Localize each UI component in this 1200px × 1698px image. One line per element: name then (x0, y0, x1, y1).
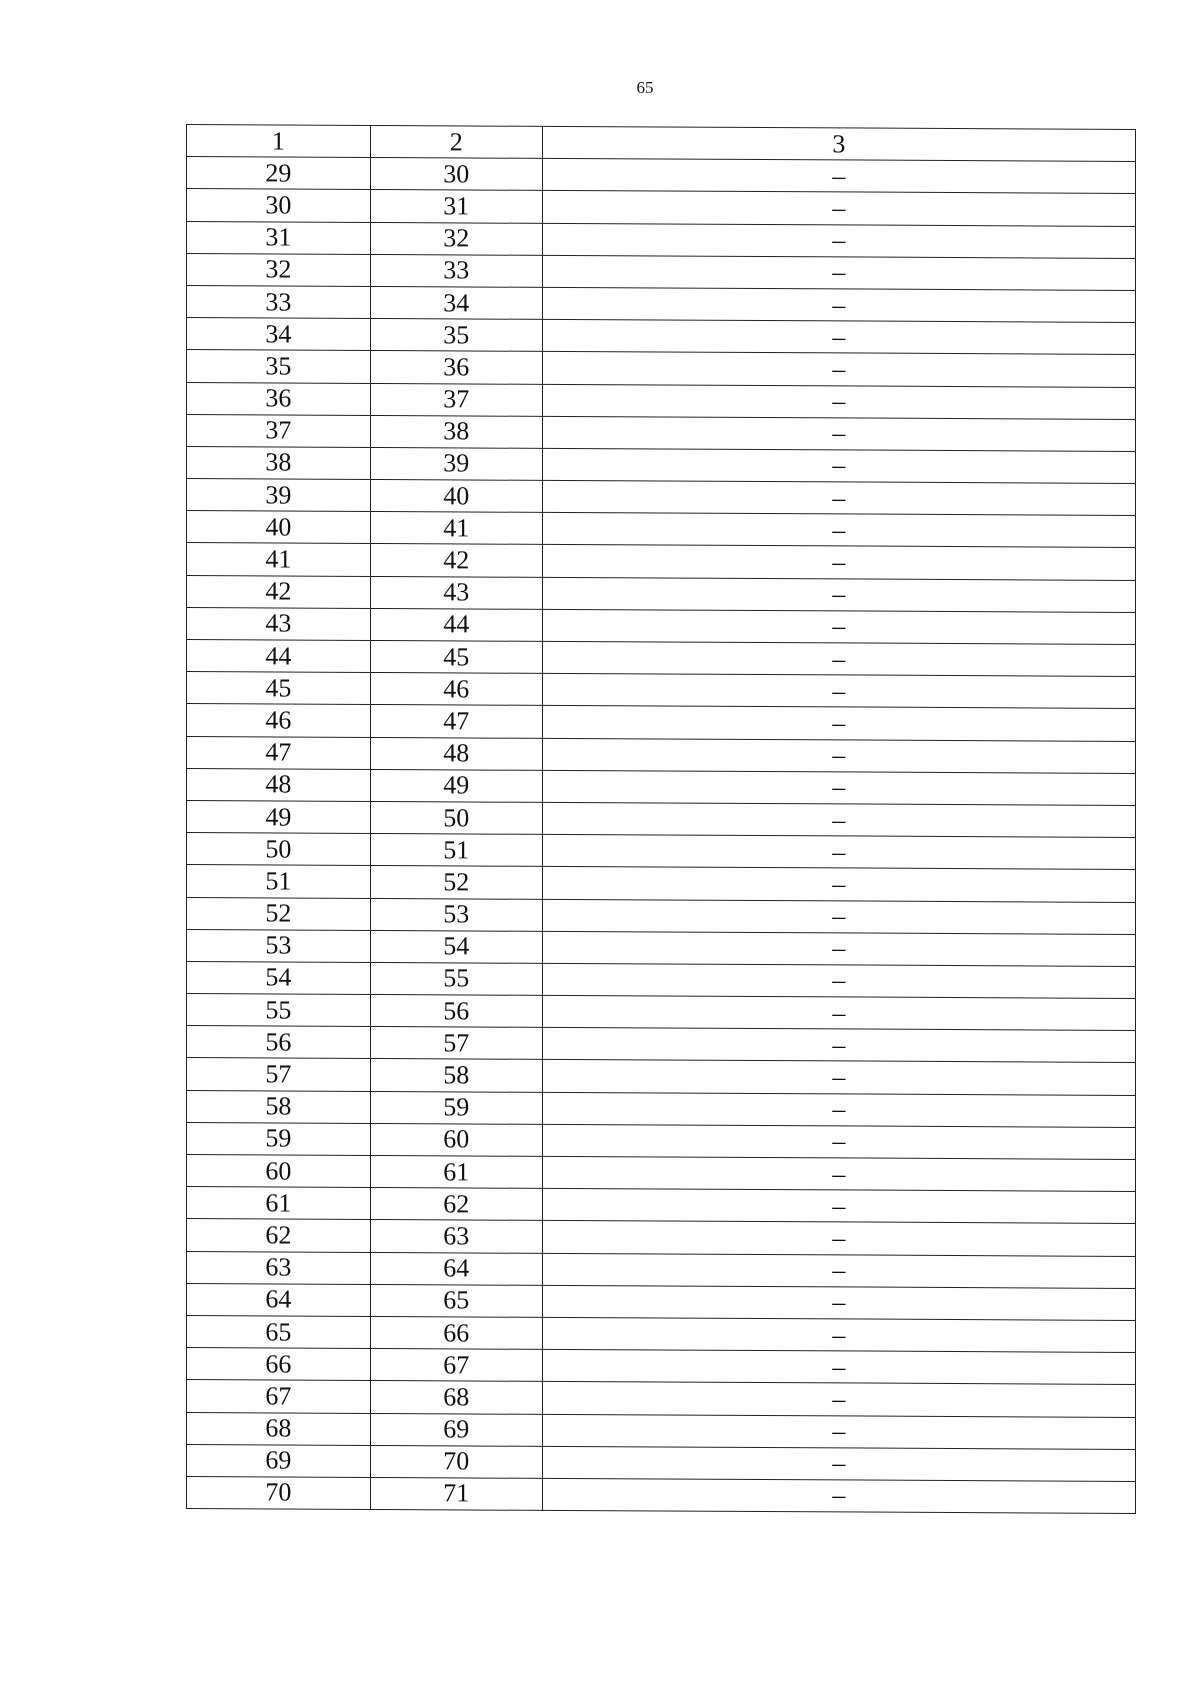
table-cell: 64 (370, 1252, 542, 1285)
table-row (187, 157, 1136, 194)
table-cell: – (542, 609, 1135, 644)
table-row (187, 285, 1136, 322)
table-cell: – (542, 674, 1135, 709)
table-cell: – (542, 1124, 1135, 1159)
table-cell: 45 (370, 640, 542, 673)
table-row (187, 768, 1136, 805)
table-row (187, 607, 1136, 644)
table-cell: – (542, 191, 1135, 226)
table-cell: 34 (187, 318, 371, 351)
table-cell: – (542, 1446, 1135, 1481)
table-row (187, 1476, 1136, 1513)
table-row (187, 575, 1136, 612)
table-cell: 70 (370, 1445, 542, 1478)
table-row (187, 1026, 1136, 1063)
table-cell: – (542, 1156, 1135, 1191)
table-cell: 43 (370, 576, 542, 609)
table-cell: 69 (370, 1413, 542, 1446)
table-cell: 46 (370, 673, 542, 706)
table-cell: 63 (187, 1251, 371, 1284)
table-cell: 38 (187, 446, 371, 479)
table-cell: – (542, 1060, 1135, 1095)
table-row (187, 318, 1136, 355)
table-row (187, 1058, 1136, 1095)
table-row (187, 1090, 1136, 1127)
table-cell: 34 (370, 286, 542, 319)
table-cell: 33 (187, 285, 371, 318)
table-row (187, 253, 1136, 290)
table-cell: 48 (187, 768, 371, 801)
table-cell: 42 (187, 575, 371, 608)
table-cell: 71 (370, 1477, 542, 1510)
table-cell: – (542, 1189, 1135, 1224)
table-cell: 35 (370, 319, 542, 352)
table-cell: – (542, 352, 1135, 387)
table-row (187, 1412, 1136, 1449)
table-cell: 38 (370, 415, 542, 448)
table-cell: – (542, 1349, 1135, 1384)
table-cell: – (542, 931, 1135, 966)
table-cell: 39 (370, 447, 542, 480)
table-cell: – (542, 1221, 1135, 1256)
table-row (187, 1315, 1136, 1352)
table-row (187, 704, 1136, 741)
table-row (187, 350, 1136, 387)
table-body (187, 125, 1136, 1514)
table-cell: 50 (187, 833, 371, 866)
table-cell: – (542, 995, 1135, 1030)
table-row (187, 1348, 1136, 1385)
table-cell: 53 (187, 929, 371, 962)
table-row (187, 382, 1136, 419)
table-cell: – (542, 963, 1135, 998)
table-cell: 40 (187, 511, 371, 544)
table-cell: – (542, 1478, 1135, 1513)
table-cell: 43 (187, 607, 371, 640)
table-cell: 65 (187, 1315, 371, 1348)
table-cell: 62 (370, 1188, 542, 1221)
table-row (187, 1283, 1136, 1320)
table-cell: 60 (187, 1155, 371, 1188)
table-row (187, 221, 1136, 258)
table-row (187, 672, 1136, 709)
table-cell: 49 (187, 800, 371, 833)
table-cell: 44 (370, 608, 542, 641)
table-cell: 29 (187, 157, 371, 190)
table-cell: – (542, 899, 1135, 934)
table-cell: 60 (370, 1123, 542, 1156)
table-cell: – (542, 416, 1135, 451)
table-cell: 56 (187, 1026, 371, 1059)
table-cell: 66 (370, 1316, 542, 1349)
table-row (187, 736, 1136, 773)
table-row (187, 446, 1136, 483)
table-cell: 44 (187, 640, 371, 673)
table-row (187, 833, 1136, 870)
table-cell: 61 (187, 1187, 371, 1220)
table-cell: 48 (370, 737, 542, 770)
table-cell: 30 (370, 158, 542, 191)
table-cell: 53 (370, 898, 542, 931)
table-cell: – (542, 287, 1135, 322)
table-cell: – (542, 1317, 1135, 1352)
table-row (187, 1219, 1136, 1256)
table-cell: – (542, 223, 1135, 258)
table-row (187, 897, 1136, 934)
table-cell: – (542, 770, 1135, 805)
column-header: 2 (370, 125, 542, 158)
column-header: 1 (187, 125, 371, 158)
table-cell: 31 (187, 221, 371, 254)
table-cell: 47 (370, 705, 542, 738)
table-cell: 52 (370, 866, 542, 899)
table-row (187, 800, 1136, 837)
table-cell: 59 (187, 1122, 371, 1155)
table-row (187, 1122, 1136, 1159)
table-cell: 54 (370, 930, 542, 963)
table-row (187, 1187, 1136, 1224)
column-header: 3 (542, 126, 1135, 161)
table-cell: 45 (187, 672, 371, 705)
table-cell: 39 (187, 479, 371, 512)
table-cell: – (542, 513, 1135, 548)
table-cell: – (542, 448, 1135, 483)
table-cell: 67 (187, 1380, 371, 1413)
table-cell: – (542, 319, 1135, 354)
table-cell: 70 (187, 1476, 371, 1509)
table-cell: 55 (370, 962, 542, 995)
table-cell: – (542, 1253, 1135, 1288)
table-cell: 51 (370, 834, 542, 867)
table-row (187, 1444, 1136, 1481)
table-cell: – (542, 1285, 1135, 1320)
data-table (186, 124, 1136, 1514)
table-cell: 42 (370, 544, 542, 577)
table-cell: 47 (187, 736, 371, 769)
table-cell: – (542, 159, 1135, 194)
table-cell: 55 (187, 994, 371, 1027)
table-cell: 37 (187, 414, 371, 447)
table-cell: 52 (187, 897, 371, 930)
table-cell: – (542, 738, 1135, 773)
table-cell: – (542, 802, 1135, 837)
table-row (187, 189, 1136, 226)
table-cell: 56 (370, 995, 542, 1028)
table-cell: 57 (370, 1027, 542, 1060)
table-cell: 68 (187, 1412, 371, 1445)
table-cell: 40 (370, 480, 542, 513)
table-cell: – (542, 384, 1135, 419)
table-cell: 67 (370, 1349, 542, 1382)
table-row (187, 1155, 1136, 1192)
table-cell: 65 (370, 1284, 542, 1317)
table-cell: 63 (370, 1220, 542, 1253)
table-cell: 46 (187, 704, 371, 737)
table-row (187, 511, 1136, 548)
table-cell: 33 (370, 254, 542, 287)
table-cell: 32 (370, 222, 542, 255)
table-row (187, 865, 1136, 902)
table-cell: 36 (187, 382, 371, 415)
table-cell: 30 (187, 189, 371, 222)
table-cell: 64 (187, 1283, 371, 1316)
table-row (187, 640, 1136, 677)
table-cell: 37 (370, 383, 542, 416)
table-cell: – (542, 255, 1135, 290)
table-cell: 68 (370, 1381, 542, 1414)
table-cell: 41 (370, 512, 542, 545)
table-cell: 49 (370, 769, 542, 802)
table-cell: 51 (187, 865, 371, 898)
table-cell: 32 (187, 253, 371, 286)
table-cell: 41 (187, 543, 371, 576)
table-cell: 62 (187, 1219, 371, 1252)
table-header-row (187, 125, 1136, 162)
table-cell: 58 (187, 1090, 371, 1123)
table-cell: 59 (370, 1091, 542, 1124)
table-cell: – (542, 641, 1135, 676)
table-cell: 57 (187, 1058, 371, 1091)
table-row (187, 929, 1136, 966)
table-cell: – (542, 480, 1135, 515)
table-cell: – (542, 1414, 1135, 1449)
table-row (187, 479, 1136, 516)
table-cell: – (542, 1028, 1135, 1063)
table-cell: 69 (187, 1444, 371, 1477)
table-cell: 36 (370, 351, 542, 384)
table-row (187, 1251, 1136, 1288)
table-cell: – (542, 1382, 1135, 1417)
table-row (187, 994, 1136, 1031)
table-cell: – (542, 545, 1135, 580)
table-cell: – (542, 1092, 1135, 1127)
table-cell: – (542, 834, 1135, 869)
table-cell: 31 (370, 190, 542, 223)
table-row (187, 414, 1136, 451)
table-cell: 61 (370, 1155, 542, 1188)
page-number: 65 (636, 78, 654, 97)
table-cell: 58 (370, 1059, 542, 1092)
table-cell: 50 (370, 801, 542, 834)
table-cell: 54 (187, 961, 371, 994)
table-cell: – (542, 706, 1135, 741)
table-row (187, 961, 1136, 998)
table-cell: 66 (187, 1348, 371, 1381)
table-row (187, 543, 1136, 580)
table-cell: 35 (187, 350, 371, 383)
table-cell: – (542, 867, 1135, 902)
table-cell: – (542, 577, 1135, 612)
table-row (187, 1380, 1136, 1417)
